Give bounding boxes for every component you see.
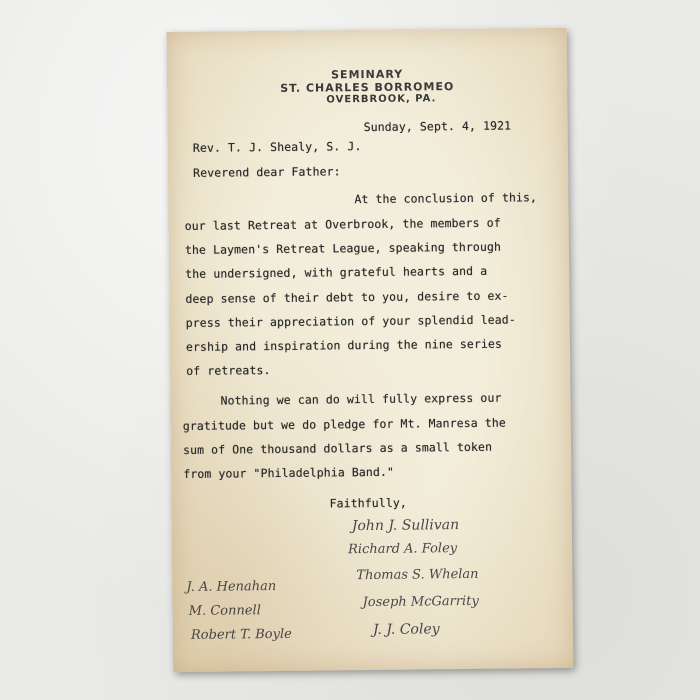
letterhead-line-1: SEMINARY <box>331 67 404 82</box>
body-line: press their appreciation of your splendid lead- <box>185 312 516 330</box>
body-line: At the conclusion of this, <box>354 190 538 207</box>
signature: Thomas S. Whelan <box>356 566 479 584</box>
body-line: from your "Philadelphia Band." <box>183 464 395 481</box>
letter-salutation: Reverend dear Father: <box>193 164 341 180</box>
letterhead-line-3: OVERBROOK, PA. <box>326 93 437 106</box>
letter-sheet <box>167 28 574 672</box>
signature: J. J. Coley <box>372 621 440 638</box>
signature: Joseph McGarrity <box>362 593 479 611</box>
letterhead-line-2: ST. CHARLES BORROMEO <box>280 80 455 95</box>
signature: J. A. Henahan <box>186 578 277 595</box>
body-line: sum of One thousand dollars as a small token <box>182 439 493 457</box>
body-line: the Laymen's Retreat League, speaking through <box>184 239 502 257</box>
body-line: gratitude but we do pledge for Mt. Manresa the <box>182 415 506 433</box>
letter-date: Sunday, Sept. 4, 1921 <box>363 118 512 135</box>
body-line: our last Retreat at Overbrook, the members of <box>184 215 501 233</box>
letter-closing: Faithfully, <box>329 495 407 511</box>
signature: Richard A. Foley <box>348 541 458 558</box>
body-line: Nothing we can do will fully express our <box>220 390 502 408</box>
body-line: the undersigned, with grateful hearts and a <box>185 263 488 281</box>
signature: John J. Sullivan <box>351 517 460 535</box>
letter-recipient: Rev. T. J. Shealy, S. J. <box>192 139 362 155</box>
signature: Robert T. Boyle <box>190 626 292 643</box>
body-line: deep sense of their debt to you, desire to ex- <box>185 288 509 306</box>
body-line: of retreats. <box>186 363 271 378</box>
signature: M. Connell <box>188 603 261 619</box>
body-line: ership and inspiration during the nine series <box>185 336 503 354</box>
